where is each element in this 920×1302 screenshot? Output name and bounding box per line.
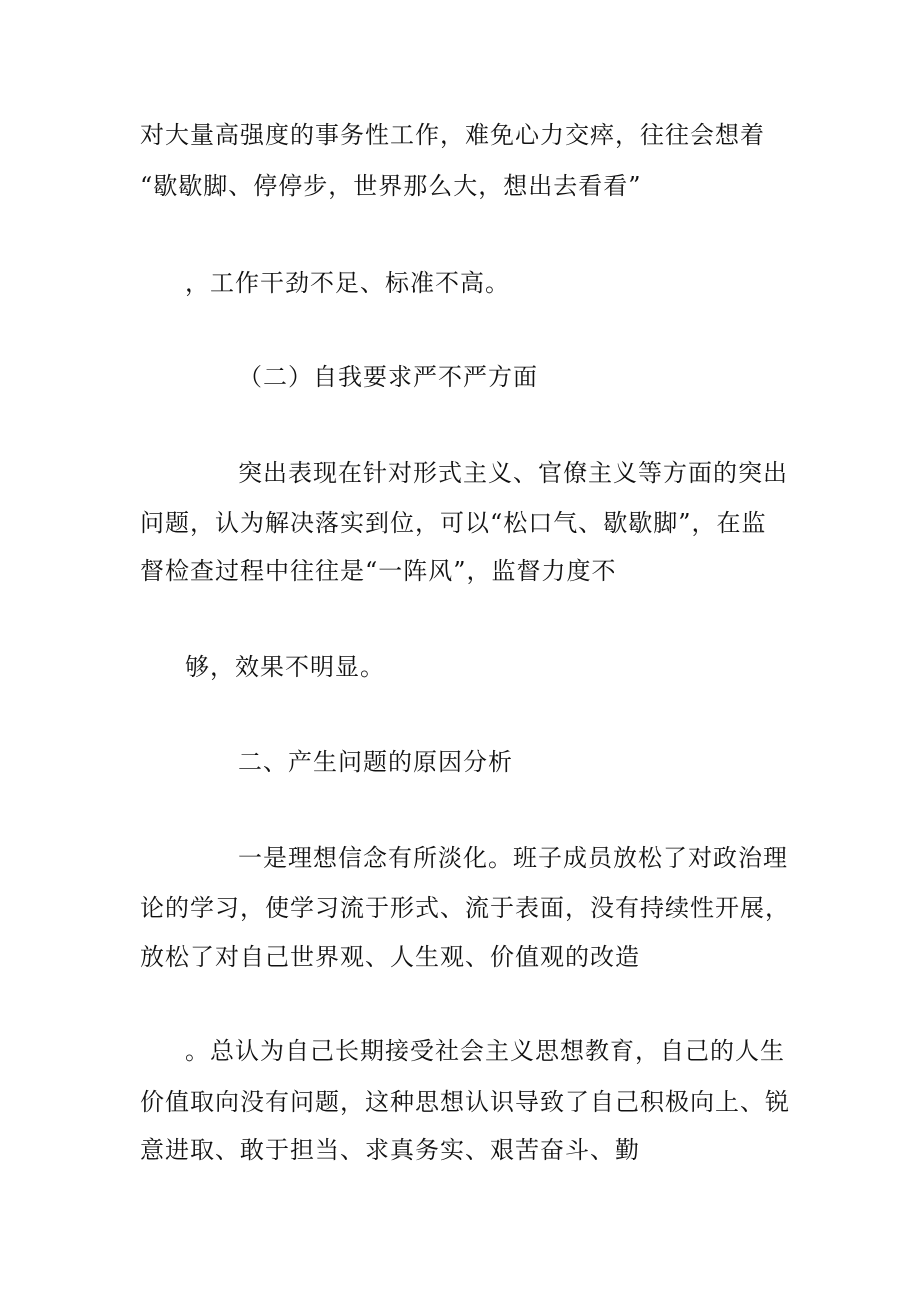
text-line: 意进取、敢于担当、求真务实、艰苦奋斗、勤 xyxy=(140,1136,640,1164)
text-line: 够，效果不明显。 xyxy=(185,653,385,681)
text-line: 对大量高强度的事务性工作，难免心力交瘁，往往会想着 xyxy=(140,121,765,149)
text-line: 价值取向没有问题，这种思想认识导致了自己积极向上、锐 xyxy=(140,1088,790,1116)
section-heading: 二、产生问题的原因分析 xyxy=(238,748,513,776)
text-line: “歇歇脚、停停步，世界那么大，想出去看看” xyxy=(140,172,642,200)
text-line: 放松了对自己世界观、人生观、价值观的改造 xyxy=(140,943,640,971)
text-line: 一是理想信念有所淡化。班子成员放松了对政治理 xyxy=(238,844,788,872)
section-heading: （二）自我要求严不严方面 xyxy=(238,363,538,391)
text-line: 督检查过程中往往是“一阵风”，监督力度不 xyxy=(140,557,617,585)
text-line: 问题，认为解决落实到位，可以“松口气、歇歇脚”，在监 xyxy=(140,509,767,537)
text-line: 论的学习，使学习流于形式、流于表面，没有持续性开展， xyxy=(140,894,790,922)
text-line: 突出表现在针对形式主义、官僚主义等方面的突出 xyxy=(238,459,788,487)
text-line: ，工作干劲不足、标准不高。 xyxy=(185,269,510,297)
text-line: 。总认为自己长期接受社会主义思想教育，自己的人生 xyxy=(185,1037,785,1065)
